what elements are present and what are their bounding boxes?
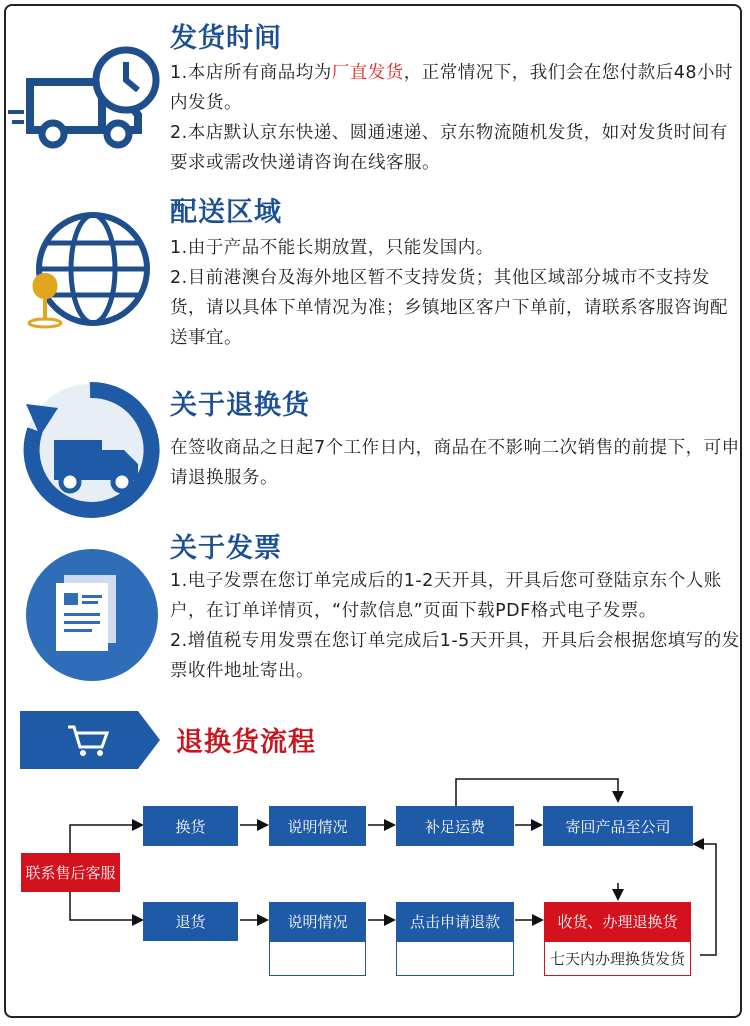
shipping-line1-a: 1.本店所有商品均为 — [170, 63, 332, 83]
exchange-box: 换货 — [143, 806, 238, 846]
shipping-line1-b: ，正常情况下，我们会在您付款后48小时内发货。 — [170, 63, 733, 113]
send-back-box: 寄回产品至公司 — [543, 806, 693, 846]
delivery-line2: 2.目前港澳台及海外地区暂不支持发货；其他区域部分城市不支持发货，请以具体下单情况为准；乡镇地区客户下单前，请联系客服咨询配送事宜。 — [170, 268, 728, 348]
receive-handle-box: 收货、办理退换货 — [544, 902, 691, 941]
explain-exchange-box: 说明情况 — [269, 806, 366, 846]
seven-day-box: 七天内办理换货发货 — [544, 941, 691, 976]
invoice-line1: 1.电子发票在您订单完成后的1-2天开具，开具后您可登陆京东个人账户，在订单详情页，“付款信息”页面下载PDF格式电子发票。 — [170, 571, 722, 621]
shipping-line2: 2.本店默认京东快递、圆通速递、京东物流随机发货，如对发货时间有要求或需改快递请咨询在线客服。 — [170, 123, 728, 173]
apply-refund-empty-box — [396, 941, 514, 976]
invoice-title: 关于发票 — [170, 533, 282, 564]
add-freight-box: 补足运费 — [396, 806, 514, 846]
shipping-time-title: 发货时间 — [170, 23, 282, 54]
delivery-line1: 1.由于产品不能长期放置，只能发国内。 — [170, 238, 494, 258]
contact-service-box: 联系售后客服 — [21, 853, 120, 892]
delivery-area-title: 配送区域 — [170, 197, 282, 228]
explain-refund-box: 说明情况 — [269, 902, 366, 941]
invoice-line2: 2.增值税专用发票在您订单完成后1-5天开具，开具后会根据您填写的发票收件地址寄出。 — [170, 631, 740, 681]
explain-refund-empty-box — [269, 941, 366, 976]
flow-title: 退换货流程 — [176, 727, 316, 758]
apply-refund-box: 点击申请退款 — [396, 902, 514, 941]
returns-title: 关于退换货 — [170, 390, 310, 421]
refund-box: 退货 — [143, 902, 238, 941]
returns-text: 在签收商品之日起7个工作日内，商品在不影响二次销售的前提下，可申请退换服务。 — [170, 438, 740, 488]
shipping-line1-highlight: 厂直发货 — [331, 63, 404, 83]
